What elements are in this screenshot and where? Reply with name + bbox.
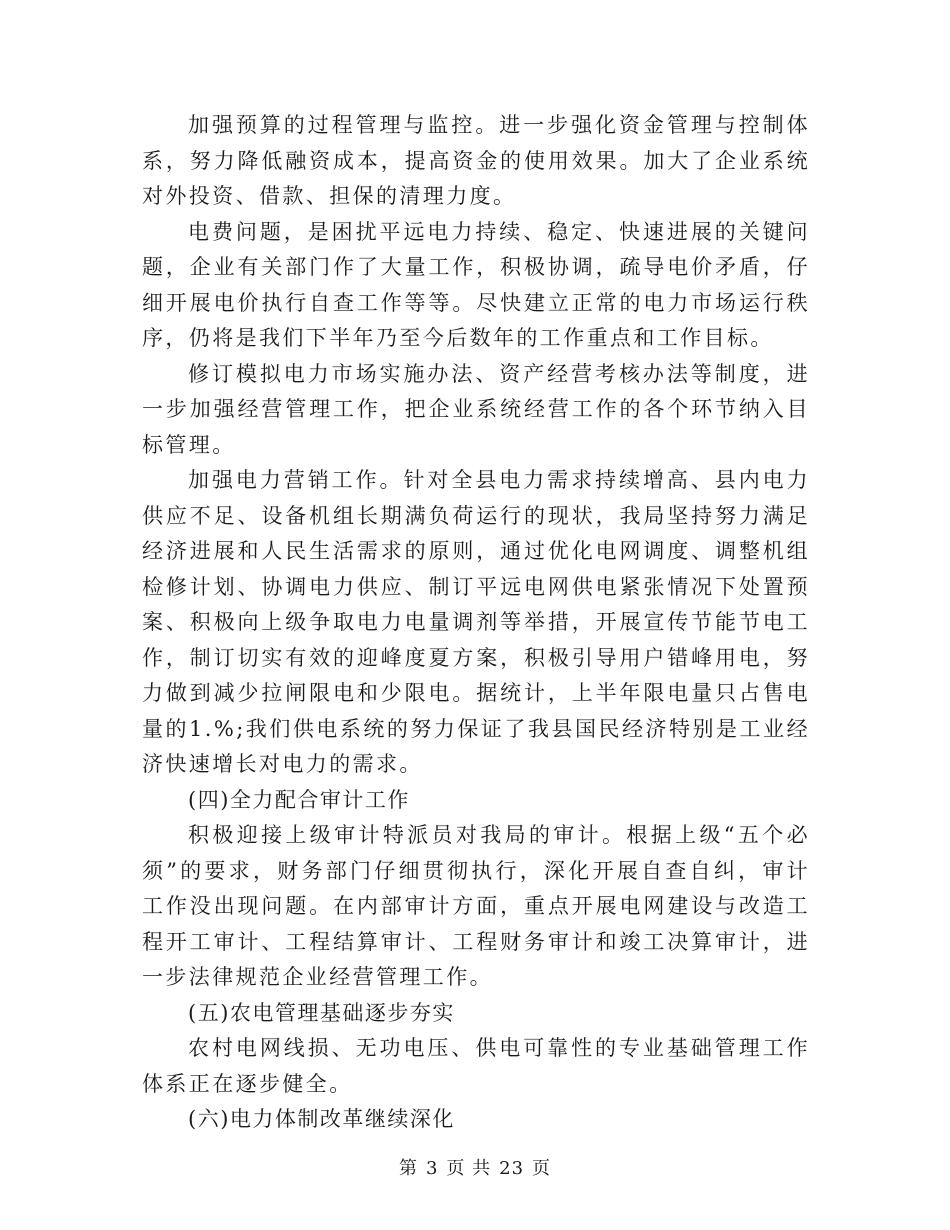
paragraph-market-rules: 修订模拟电力市场实施办法、资产经营考核办法等制度，进一步加强经营管理工作，把企业系统经营工作的各个环节纳入目标管理。 <box>142 361 810 457</box>
footer-middle: 页 共 <box>446 1158 492 1179</box>
total-pages: 23 <box>499 1158 525 1179</box>
page-number: 3 <box>425 1158 439 1179</box>
page-footer <box>0 1154 950 1180</box>
footer-prefix: 第 <box>398 1158 418 1179</box>
paragraph-audit: 积极迎接上级审计特派员对我局的审计。根据上级“五个必须”的要求，财务部门仔细贯彻执行，深化开展自查自纠，审计工作没出现问题。在内部审计方面，重点开展电网建设与改造工程开工审计、工程结算审计、工程财务审计和竣工决算审计，进一步法律规范企业经营管理工作。 <box>142 823 810 989</box>
paragraph-marketing: 加强电力营销工作。针对全县电力需求持续增高、县内电力供应不足、设备机组长期满负荷运行的现状，我局坚持努力满足经济进展和人民生活需求的原则，通过优化电网调度、调整机组检修计划、协调电力供应、制订平远电网供电紧张情况下处置预案、积极向上级争取电力电量调剂等举措，开展宣传节能节电工作，制订切实有效的迎峰度夏方案，积极引导用户错峰用电，努力做到减少拉闸限电和少限电。据统计，上半年限电量只占售电量的1.%;我们供电系统的努力保证了我县国民经济特别是工业经济快速增长对电力的需求。 <box>142 468 810 776</box>
paragraph-electricity-fee: 电费问题，是困扰平远电力持续、稳定、快速进展的关键问题，企业有关部门作了大量工作，积极协调，疏导电价矛盾，仔细开展电价执行自查工作等等。尽快建立正常的电力市场运行秩序，仍将是我们下半年乃至今后数年的工作重点和工作目标。 <box>142 219 810 350</box>
paragraph-budget: 加强预算的过程管理与监控。进一步强化资金管理与控制体系，努力降低融资成本，提高资金的使用效果。加大了企业系统对外投资、借款、担保的清理力度。 <box>142 113 810 208</box>
section-heading-reform: (六)电力体制改革继续深化 <box>188 1107 455 1131</box>
section-heading-rural-power: (五)农电管理基础逐步夯实 <box>188 1000 455 1025</box>
footer-suffix: 页 <box>532 1158 552 1179</box>
document-body <box>142 108 810 1138</box>
section-heading-audit: (四)全力配合审计工作 <box>188 787 410 812</box>
paragraph-rural-power: 农村电网线损、无功电压、供电可靠性的专业基础管理工作体系正在逐步健全。 <box>142 1036 810 1096</box>
